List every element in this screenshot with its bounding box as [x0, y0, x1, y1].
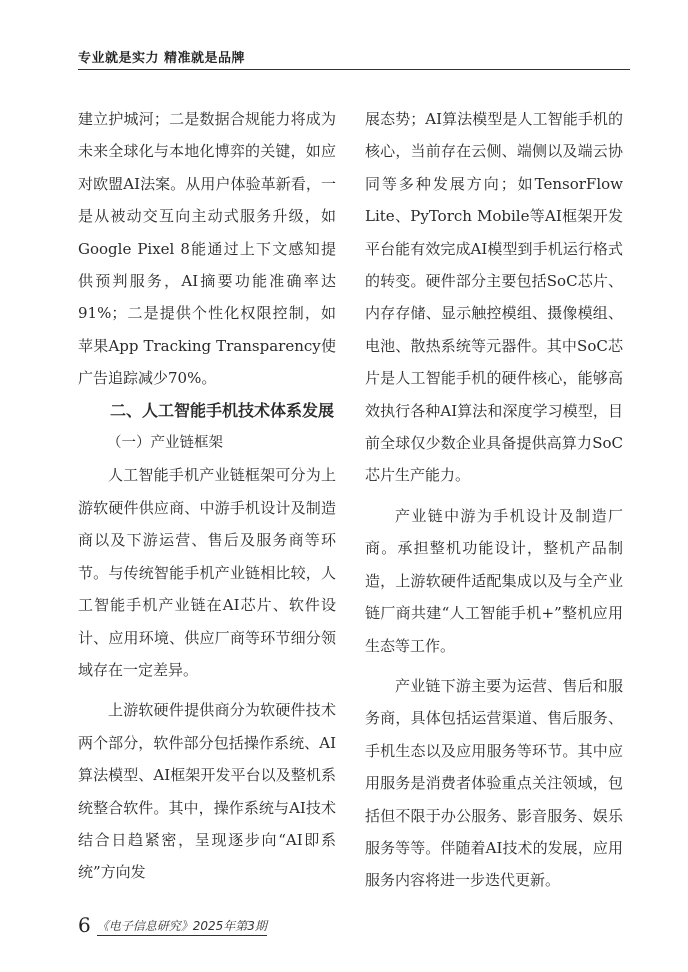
page-number: 6 — [78, 913, 91, 937]
paragraph: 展态势；AI算法模型是人工智能手机的核心，当前存在云侧、端侧以及端云协同等多种发展方向；如TensorFlow Lite、PyTorch Mobile等AI框架开发平台能有效完成AI模型到手机运行格式的转变。硬件部分主要包括SoC芯片、内存存储、显示触控模组、摄像模组、电池、散热系统等元器件。其中SoC芯片是人工智能手机的硬件核心，能够高效执行各种AI算法和深度学习模型，目前全球仅少数企业具备提供高算力SoC芯片生产能力。 — [365, 110, 623, 485]
page-footer — [78, 914, 267, 936]
section-heading: 二、人工智能手机技术体系发展 — [110, 400, 335, 420]
header-rule — [78, 69, 630, 70]
subsection-heading: （一）产业链框架 — [107, 435, 223, 452]
left-column — [78, 103, 336, 889]
journal-citation: 《电子信息研究》2025年第3期 — [97, 919, 267, 936]
paragraph: 产业链中游为手机设计及制造厂商。承担整机功能设计，整机产品制造，上游软硬件适配集成以及与全产业链厂商共建“人工智能手机+”整机应用生态等工作。 — [365, 506, 623, 655]
paragraph: 人工智能手机产业链框架可分为上游软硬件供应商、中游手机设计及制造商以及下游运营、售后及服务商等环节。与传统智能手机产业链相比较，人工智能手机产业链在AI芯片、软件设计、应用环境、供应厂商等环节细分领域存在一定差异。 — [78, 466, 336, 679]
paragraph: 建立护城河；二是数据合规能力将成为未来全球化与本地化博弈的关键，如应对欧盟AI法案。从用户体验革新看，一是从被动交互向主动式服务升级，如Google Pixel 8能通过上下文感知提供预判服务，AI摘要功能准确率达91%；二是提供个性化权限控制，如苹果App Tracking Transparency使广告追踪减少70%。 — [78, 110, 336, 388]
paragraph: 上游软硬件提供商分为软硬件技术两个部分，软件部分包括操作系统、AI算法模型、AI框架开发平台以及整机系统整合软件。其中，操作系统与AI技术结合日趋紧密，呈现逐步向“AI即系统”方向发 — [78, 701, 336, 882]
paragraph: 产业链下游主要为运营、售后和服务商，具体包括运营渠道、售后服务、手机生态以及应用服务等环节。其中应用服务是消费者体验重点关注领域，包括但不限于办公服务、影音服务、娱乐服务等等。伴随着AI技术的发展，应用服务内容将进一步迭代更新。 — [365, 676, 623, 890]
right-column — [365, 103, 623, 897]
running-header: 专业就是实力 精准就是品牌 — [78, 51, 246, 66]
